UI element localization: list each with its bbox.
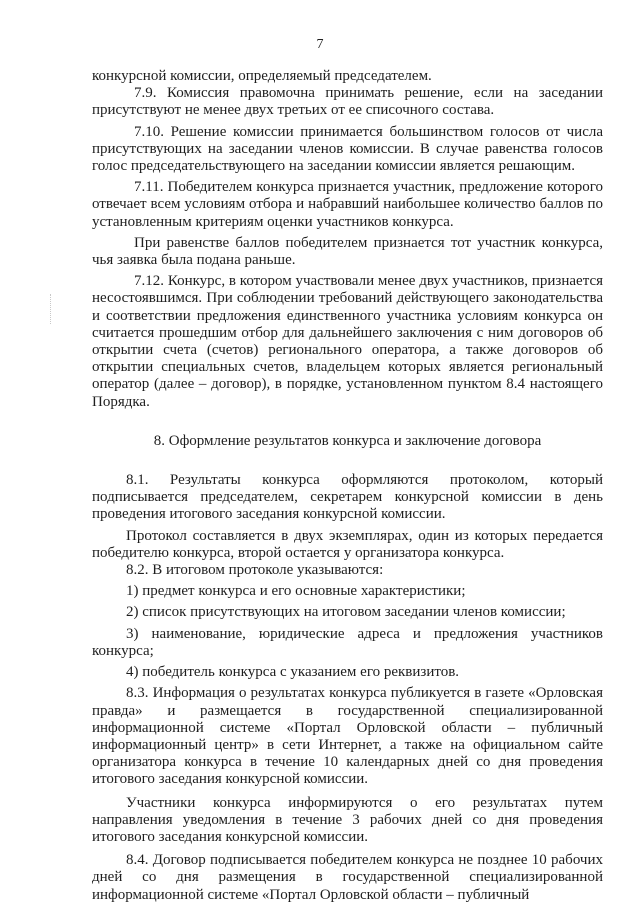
paragraph: конкурсной комиссии, определяемый председателем. [92,68,432,84]
paragraph: 7.11. Победителем конкурса признается участник, предложение которого отвечает всем условиям отбора и набравший наибольшее количество баллов по установленным критериям оценки участников конкурса. [92,179,603,230]
document-body [92,68,603,904]
page-number: 7 [316,37,324,52]
section-heading: 8. Оформление результатов конкурса и заключение договора [153,432,542,449]
paragraph: Протокол составляется в двух экземплярах, один из которых передается победителю конкурса, второй остается у организатора конкурса. [92,527,603,561]
paragraph: 7.9. Комиссия правомочна принимать решение, если на заседании присутствуют не менее двух третьих от ее списочного состава. [92,85,603,119]
paragraph: 8.4. Договор подписывается победителем конкурса не позднее 10 рабочих дней со дня размещения в государственной специализированной информационной системе «Портал Орловской области – публичный [92,852,603,903]
list-item: 4) победитель конкурса с указанием его реквизитов. [126,664,460,681]
paragraph: Участники конкурса информируются о его результатах путем направления уведомления в течение 3 рабочих дней со дня проведения итогового заседания конкурсной комиссии. [92,794,603,845]
paragraph: 8.2. В итоговом протоколе указываются: [126,562,384,579]
paragraph: 7.10. Решение комиссии принимается большинством голосов от числа присутствующих на заседании членов комиссии. В случае равенства голосов голос председательствующего на заседании комиссии является решающим. [92,123,603,175]
paragraph: 8.3. Информация о результатах конкурса публикуется в газете «Орловская правда» и размещается в государственной специализированной информационной системе «Портал Орловской области – публичный информационный центр» в сети Интернет, а также на официальном сайте организатора конкурса в течение 10 календарных дней со дня проведения итогового заседания конкурсной комиссии. [92,685,603,788]
paragraph: 8.1. Результаты конкурса оформляются протоколом, который подписывается председателем, секретарем конкурсной комиссии в день проведения итогового заседания конкурсной комиссии. [92,472,603,523]
list-item: 1) предмет конкурса и его основные характеристики; [126,583,466,600]
paragraph: 7.12. Конкурс, в котором участвовали менее двух участников, признается несостоявшимся. При соблюдении требований действующего законодательства и соответствии предложения единственного участника условиям конкурса он считается прошедшим отбор для дальнейшего заключения с ним договоров об открытии счета (счетов) регионального оператора, а также договоров об открытии специальных счетов, владельцем которых является региональный оператор (далее – договор), в порядке, установленном пунктом 8.4 настоящего Порядка. [92,273,603,410]
list-item: 2) список присутствующих на итоговом заседании членов комиссии; [126,604,566,621]
list-item: 3) наименование, юридические адреса и предложения участников конкурса; [92,625,603,659]
scan-artifact [50,294,52,324]
paragraph: При равенстве баллов победителем признается тот участник конкурса, чья заявка была подана раньше. [92,234,603,269]
